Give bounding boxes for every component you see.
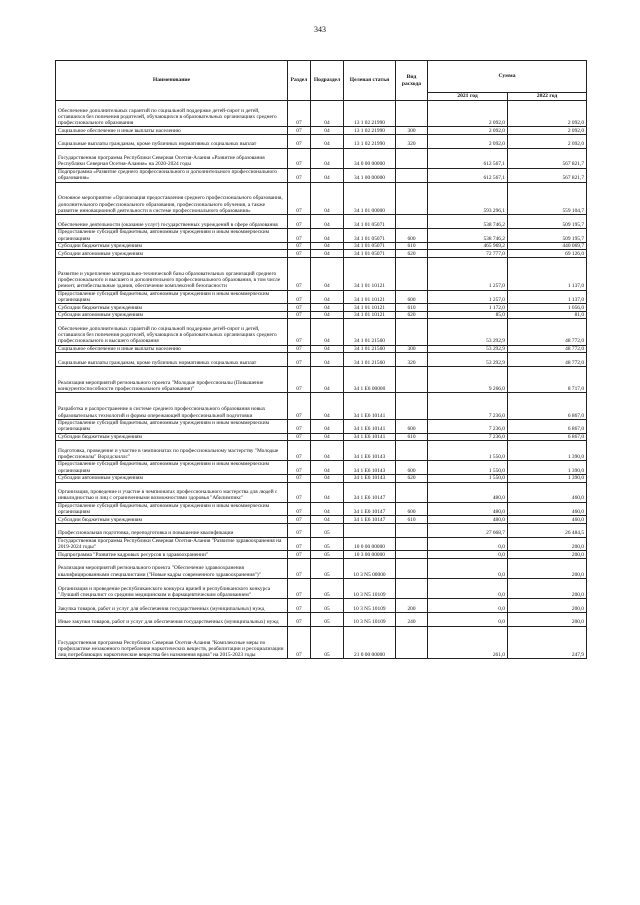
cell-section: 07 [288, 229, 311, 243]
cell-target: 21 0 00 00000 [344, 626, 396, 659]
cell-sum-2021: 7 236,0 [428, 419, 508, 433]
cell-sum-2022: 567 821,7 [508, 148, 587, 168]
cell-name: Социальное обеспечение и иные выплаты населению [56, 345, 288, 353]
cell-sum-2021: 72 777,0 [428, 250, 508, 258]
cell-section: 07 [288, 551, 311, 559]
header-section: Раздел [288, 61, 311, 101]
cell-target: 34 1 01 05071 [344, 242, 396, 250]
cell-expense-type: 600 [396, 502, 428, 516]
cell-subsection: 04 [311, 353, 344, 367]
budget-table [55, 60, 587, 659]
cell-name: Обеспечение дополнительных гарантий по социальной поддержке детей-сирот и детей, оставшихся без попечения родителей, обучающихся в образовательных организациях среднего профессионального и высшего образования [56, 319, 288, 345]
cell-section: 07 [288, 257, 311, 290]
cell-name: Основное мероприятие «Организация предоставления среднего профессионального образования, дополнительного профессионального образования, профессионального обучения, а также развитие инновационной деятельности в системе профессионального образования» [56, 182, 288, 215]
cell-expense-type: 610 [396, 304, 428, 312]
cell-sum-2022: 559 104,7 [508, 182, 587, 215]
cell-target: 34 1 01 05071 [344, 250, 396, 258]
cell-sum-2021: 53 292,9 [428, 353, 508, 367]
cell-sum-2021: 1 550,0 [428, 441, 508, 461]
cell-sum-2022: 8 717,0 [508, 367, 587, 393]
cell-sum-2022: 26 484,5 [508, 523, 587, 537]
cell-sum-2022: 1 390,0 [508, 475, 587, 483]
cell-sum-2022: 509 195,7 [508, 215, 587, 229]
cell-subsection: 04 [311, 482, 344, 502]
table-row [56, 461, 587, 475]
cell-section: 07 [288, 475, 311, 483]
cell-name: Субсидии автономным учреждениям [56, 475, 288, 483]
cell-sum-2021: 480,0 [428, 516, 508, 524]
cell-expense-type [396, 148, 428, 168]
table-row [56, 612, 587, 626]
cell-target: 10 3 N5 10109 [344, 579, 396, 599]
header-year-2021: 2021 год [428, 93, 508, 101]
cell-name: Социальные выплаты гражданам, кроме публичных нормативных социальных выплат [56, 134, 288, 148]
cell-sum-2021: 9 266,0 [428, 367, 508, 393]
cell-target [344, 523, 396, 537]
cell-name: Развитие и укрепление материально-технической базы образовательных организаций среднего профессионального и высшего и дополнительного профессионального образования, в том числе ремонт, антибеспыльные здания, обеспечение комплексной безопасности [56, 257, 288, 290]
cell-name: Профессиональная подготовка, переподготовка и повышение квалификации [56, 523, 288, 537]
cell-name: Субсидии бюджетным учреждениям [56, 304, 288, 312]
cell-sum-2021: 261,0 [428, 626, 508, 659]
cell-sum-2022: 1 137,0 [508, 290, 587, 304]
table-row [56, 319, 587, 345]
cell-name: Государственная программа Республики Северная Осетия-Алания «Развитие образования Республики Северная Осетия-Алания» на 2020-2024 годы [56, 148, 288, 168]
cell-target: 10 3 N5 10109 [344, 599, 396, 613]
cell-name: Закупка товаров, работ и услуг для обеспечения государственных (муниципальных) нужд [56, 599, 288, 613]
cell-expense-type [396, 319, 428, 345]
cell-expense-type [396, 168, 428, 182]
cell-expense-type: 320 [396, 353, 428, 367]
page-number: 343 [314, 25, 326, 34]
cell-section: 07 [288, 482, 311, 502]
cell-sum-2021: 53 292,9 [428, 345, 508, 353]
cell-subsection: 04 [311, 319, 344, 345]
cell-name: Предоставление субсидий бюджетным, автономным учреждениям и иным некоммерческим организациям [56, 290, 288, 304]
cell-target: 34 1 01 00000 [344, 182, 396, 215]
cell-sum-2022: 6 867,0 [508, 419, 587, 433]
cell-sum-2021: 593 296,1 [428, 182, 508, 215]
cell-name: Субсидии автономным учреждениям [56, 311, 288, 319]
cell-sum-2022: 48 772,0 [508, 319, 587, 345]
cell-sum-2021: 612 567,1 [428, 148, 508, 168]
cell-section: 07 [288, 182, 311, 215]
cell-sum-2022: 567 821,7 [508, 168, 587, 182]
table-row [56, 367, 587, 393]
cell-sum-2022: 1 390,0 [508, 461, 587, 475]
cell-sum-2022: 6 867,0 [508, 433, 587, 441]
cell-subsection: 04 [311, 127, 344, 135]
cell-sum-2022: 48 772,0 [508, 345, 587, 353]
table-row [56, 311, 587, 319]
cell-section: 07 [288, 516, 311, 524]
cell-subsection: 04 [311, 101, 344, 127]
table-row [56, 537, 587, 551]
cell-target: 34 0 00 00000 [344, 148, 396, 168]
cell-expense-type: 610 [396, 242, 428, 250]
cell-subsection: 05 [311, 523, 344, 537]
table-row [56, 441, 587, 461]
cell-sum-2021: 1 550,0 [428, 461, 508, 475]
cell-sum-2021: 465 969,2 [428, 242, 508, 250]
table-row [56, 551, 587, 559]
table-row [56, 558, 587, 578]
cell-subsection: 04 [311, 419, 344, 433]
table-row [56, 353, 587, 367]
table-row [56, 433, 587, 441]
cell-sum-2021: 2 092,0 [428, 101, 508, 127]
cell-section: 07 [288, 134, 311, 148]
cell-sum-2021: 538 746,2 [428, 229, 508, 243]
table-row [56, 242, 587, 250]
cell-target: 34 1 01 10121 [344, 290, 396, 304]
cell-sum-2021: 0,0 [428, 579, 508, 599]
cell-sum-2021: 0,0 [428, 599, 508, 613]
cell-subsection: 05 [311, 612, 344, 626]
cell-name: Реализация мероприятий регионального проекта "Молодые профессионалы (Повышение конкурентоспособности профессионального образования)" [56, 367, 288, 393]
cell-target: 34 1 E6 10143 [344, 461, 396, 475]
cell-name: Предоставление субсидий бюджетным, автономным учреждениям и иным некоммерческим организациям [56, 419, 288, 433]
cell-section: 07 [288, 523, 311, 537]
cell-section: 07 [288, 250, 311, 258]
cell-expense-type [396, 367, 428, 393]
cell-name: Субсидии бюджетным учреждениям [56, 516, 288, 524]
cell-sum-2021: 538 746,2 [428, 215, 508, 229]
cell-target: 34 1 01 05071 [344, 215, 396, 229]
table-row [56, 250, 587, 258]
cell-sum-2022: 200,0 [508, 579, 587, 599]
cell-name: Государственная программа Республики Северная Осетия-Алания "Комплексные меры по профилактике незаконного потребления наркотических веществ, реабилитации и ресоциализации лиц потребляющих наркотические вещества без назначения врача" на 2015-2023 годы [56, 626, 288, 659]
cell-subsection: 04 [311, 304, 344, 312]
cell-sum-2022: 509 195,7 [508, 229, 587, 243]
cell-section: 07 [288, 353, 311, 367]
cell-section: 07 [288, 311, 311, 319]
cell-subsection: 05 [311, 551, 344, 559]
cell-target: 34 1 01 10121 [344, 311, 396, 319]
header-name: Наименование [56, 61, 288, 101]
cell-sum-2021: 85,0 [428, 311, 508, 319]
cell-expense-type [396, 579, 428, 599]
cell-sum-2022: 6 867,0 [508, 393, 587, 419]
cell-sum-2022: 200,0 [508, 612, 587, 626]
cell-name: Социальное обеспечение и иные выплаты населению [56, 127, 288, 135]
table-row [56, 523, 587, 537]
cell-name: Разработка и распространение в системе среднего профессионального образования новых образовательных технологий и формы опережающей профессиональной подготовки [56, 393, 288, 419]
cell-expense-type: 620 [396, 475, 428, 483]
cell-target: 34 1 E6 10141 [344, 393, 396, 419]
cell-name: Обеспечение деятельности (оказание услуг) государственных учреждений в сфере образования [56, 215, 288, 229]
cell-section: 07 [288, 558, 311, 578]
cell-target: 34 1 E6 10143 [344, 441, 396, 461]
cell-section: 07 [288, 215, 311, 229]
cell-sum-2021: 480,0 [428, 482, 508, 502]
cell-subsection: 04 [311, 475, 344, 483]
cell-target: 34 1 01 10121 [344, 257, 396, 290]
cell-target: 34 1 E6 10141 [344, 419, 396, 433]
cell-target: 34 1 E6 10147 [344, 516, 396, 524]
cell-section: 07 [288, 579, 311, 599]
cell-section: 07 [288, 433, 311, 441]
cell-subsection: 04 [311, 433, 344, 441]
cell-expense-type [396, 101, 428, 127]
table-row [56, 134, 587, 148]
cell-expense-type: 620 [396, 311, 428, 319]
cell-section: 07 [288, 101, 311, 127]
cell-name: Социальные выплаты гражданам, кроме публичных нормативных социальных выплат [56, 353, 288, 367]
cell-subsection: 04 [311, 242, 344, 250]
cell-subsection: 04 [311, 257, 344, 290]
cell-sum-2022: 200,0 [508, 537, 587, 551]
table-row [56, 182, 587, 215]
cell-expense-type: 600 [396, 290, 428, 304]
cell-target: 34 1 E6 00000 [344, 367, 396, 393]
cell-target: 34 1 E6 10147 [344, 502, 396, 516]
cell-subsection: 05 [311, 579, 344, 599]
cell-section: 07 [288, 345, 311, 353]
cell-section: 07 [288, 599, 311, 613]
cell-sum-2022: 69 126,0 [508, 250, 587, 258]
header-expense-type: Вид расхода [396, 61, 428, 101]
cell-sum-2022: 200,0 [508, 558, 587, 578]
table-row [56, 215, 587, 229]
header-subsection: Подраздел [311, 61, 344, 101]
table-row [56, 516, 587, 524]
cell-target: 10 3 N5 00000 [344, 558, 396, 578]
cell-subsection: 04 [311, 168, 344, 182]
cell-target: 13 1 02 21990 [344, 134, 396, 148]
cell-section: 07 [288, 168, 311, 182]
cell-expense-type: 600 [396, 419, 428, 433]
cell-section: 07 [288, 304, 311, 312]
cell-section: 07 [288, 626, 311, 659]
cell-sum-2022: 247,9 [508, 626, 587, 659]
header-sum: Сумма [428, 61, 587, 93]
header-target: Целевая статья [344, 61, 396, 101]
cell-name: Организация и проведение республиканского конкурса врачей и республиканского конкурса "Лучший специалист со средним медицинским и фармацевтическим образованием" [56, 579, 288, 599]
cell-name: Реализация мероприятий регионального проекта "Обеспечение здравоохранения квалифицированными специалистами ("Новые кадры современного здравоохранения")" [56, 558, 288, 578]
cell-sum-2022: 460,0 [508, 482, 587, 502]
cell-subsection: 04 [311, 367, 344, 393]
cell-expense-type: 600 [396, 461, 428, 475]
cell-section: 07 [288, 502, 311, 516]
cell-expense-type: 320 [396, 134, 428, 148]
cell-expense-type [396, 182, 428, 215]
cell-section: 07 [288, 290, 311, 304]
cell-name: Организация, проведение и участие в чемпионатах профессионального мастерства для людей с инвалидностью и лиц с ограниченными возможностями здоровья "Абилимпикс" [56, 482, 288, 502]
cell-sum-2021: 7 236,0 [428, 393, 508, 419]
table-row [56, 345, 587, 353]
cell-target: 13 1 02 21990 [344, 127, 396, 135]
cell-sum-2022: 81,0 [508, 311, 587, 319]
cell-name: Подпрограмма «Развитие среднего профессионального и дополнительного профессионального образования» [56, 168, 288, 182]
cell-subsection: 04 [311, 148, 344, 168]
cell-subsection: 05 [311, 537, 344, 551]
table-row [56, 579, 587, 599]
cell-expense-type [396, 523, 428, 537]
table-row [56, 148, 587, 168]
cell-section: 07 [288, 148, 311, 168]
cell-section: 07 [288, 127, 311, 135]
cell-subsection: 04 [311, 229, 344, 243]
cell-expense-type [396, 537, 428, 551]
cell-subsection: 05 [311, 599, 344, 613]
cell-sum-2022: 200,0 [508, 551, 587, 559]
cell-expense-type: 610 [396, 516, 428, 524]
cell-section: 07 [288, 367, 311, 393]
cell-expense-type [396, 215, 428, 229]
cell-target: 10 0 00 00000 [344, 537, 396, 551]
cell-sum-2021: 0,0 [428, 551, 508, 559]
cell-section: 07 [288, 393, 311, 419]
cell-sum-2021: 612 567,1 [428, 168, 508, 182]
cell-expense-type: 300 [396, 127, 428, 135]
table-row [56, 475, 587, 483]
table-body [56, 101, 587, 659]
cell-section: 07 [288, 319, 311, 345]
cell-target: 34 1 01 21560 [344, 319, 396, 345]
table-row [56, 101, 587, 127]
cell-subsection: 04 [311, 502, 344, 516]
cell-expense-type: 620 [396, 250, 428, 258]
cell-sum-2022: 460,0 [508, 502, 587, 516]
cell-expense-type: 300 [396, 345, 428, 353]
header-year-2022: 2022 год [508, 93, 587, 101]
cell-sum-2021: 0,0 [428, 537, 508, 551]
table-row [56, 393, 587, 419]
cell-sum-2022: 1 137,0 [508, 257, 587, 290]
cell-target: 10 3 00 00000 [344, 551, 396, 559]
cell-expense-type [396, 257, 428, 290]
table-row [56, 168, 587, 182]
cell-subsection: 05 [311, 626, 344, 659]
cell-expense-type [396, 558, 428, 578]
table-row [56, 599, 587, 613]
cell-expense-type [396, 393, 428, 419]
cell-name: Подготовка, проведение и участие в чемпионатах по профессиональному мастерству "Молодые профессионалы" Ворлдскиллс" [56, 441, 288, 461]
cell-subsection: 04 [311, 461, 344, 475]
cell-subsection: 04 [311, 393, 344, 419]
cell-section: 07 [288, 242, 311, 250]
cell-sum-2022: 2 092,0 [508, 127, 587, 135]
table-row [56, 482, 587, 502]
cell-name: Субсидии бюджетным учреждениям [56, 433, 288, 441]
cell-expense-type: 610 [396, 433, 428, 441]
cell-target: 34 1 01 05071 [344, 229, 396, 243]
cell-target: 13 1 02 21990 [344, 101, 396, 127]
cell-sum-2021: 7 236,0 [428, 433, 508, 441]
cell-subsection: 04 [311, 311, 344, 319]
cell-sum-2021: 0,0 [428, 558, 508, 578]
cell-target: 34 1 00 00000 [344, 168, 396, 182]
cell-sum-2022: 2 092,0 [508, 134, 587, 148]
cell-name: Субсидии автономным учреждениям [56, 250, 288, 258]
cell-expense-type: 200 [396, 599, 428, 613]
cell-expense-type [396, 482, 428, 502]
table-row [56, 257, 587, 290]
cell-subsection: 04 [311, 516, 344, 524]
cell-section: 07 [288, 612, 311, 626]
cell-sum-2022: 48 772,0 [508, 353, 587, 367]
cell-sum-2022: 1 390,0 [508, 441, 587, 461]
table-row [56, 127, 587, 135]
cell-sum-2021: 0,0 [428, 612, 508, 626]
table-row [56, 304, 587, 312]
cell-subsection: 05 [311, 558, 344, 578]
cell-sum-2021: 1 257,0 [428, 290, 508, 304]
table-row [56, 419, 587, 433]
cell-sum-2021: 1 257,0 [428, 257, 508, 290]
cell-name: Предоставление субсидий бюджетным, автономным учреждениям и иным некоммерческим организациям [56, 502, 288, 516]
cell-target: 10 3 N5 10109 [344, 612, 396, 626]
table-row [56, 290, 587, 304]
cell-subsection: 04 [311, 182, 344, 215]
cell-expense-type: 240 [396, 612, 428, 626]
cell-sum-2022: 2 092,0 [508, 101, 587, 127]
cell-target: 34 1 E6 10141 [344, 433, 396, 441]
cell-subsection: 04 [311, 250, 344, 258]
cell-subsection: 04 [311, 290, 344, 304]
cell-sum-2021: 1 172,0 [428, 304, 508, 312]
cell-subsection: 04 [311, 215, 344, 229]
cell-expense-type [396, 551, 428, 559]
cell-target: 34 1 E6 10143 [344, 475, 396, 483]
cell-name: Субсидии бюджетным учреждениям [56, 242, 288, 250]
table-row [56, 502, 587, 516]
cell-name: Предоставление субсидий бюджетным, автономным учреждениям и иным некоммерческим организациям [56, 461, 288, 475]
cell-sum-2022: 200,0 [508, 599, 587, 613]
cell-sum-2022: 1 056,0 [508, 304, 587, 312]
cell-target: 34 1 E6 10147 [344, 482, 396, 502]
cell-sum-2022: 460,0 [508, 516, 587, 524]
cell-name: Подпрограмма "Развитие кадровых ресурсов в здравоохранении" [56, 551, 288, 559]
cell-expense-type: 600 [396, 229, 428, 243]
table-row [56, 626, 587, 659]
cell-sum-2021: 53 292,9 [428, 319, 508, 345]
cell-target: 34 1 01 21560 [344, 345, 396, 353]
cell-section: 07 [288, 419, 311, 433]
cell-section: 07 [288, 537, 311, 551]
cell-name: Предоставление субсидий бюджетным, автономным учреждениям и иным некоммерческим организациям [56, 229, 288, 243]
cell-subsection: 04 [311, 441, 344, 461]
cell-section: 07 [288, 461, 311, 475]
cell-sum-2021: 480,0 [428, 502, 508, 516]
cell-sum-2022: 440 069,7 [508, 242, 587, 250]
cell-target: 34 1 01 10121 [344, 304, 396, 312]
cell-name: Иные закупки товаров, работ и услуг для обеспечения государственных (муниципальных) нужд [56, 612, 288, 626]
cell-name: Государственная программа Республики Северная Осетия-Алания "Развитие здравоохранения на 2019-2024 годы" [56, 537, 288, 551]
cell-expense-type [396, 626, 428, 659]
cell-sum-2021: 27 668,7 [428, 523, 508, 537]
cell-sum-2021: 1 550,0 [428, 475, 508, 483]
cell-sum-2021: 2 092,0 [428, 127, 508, 135]
cell-section: 07 [288, 441, 311, 461]
cell-name: Обеспечение дополнительных гарантий по социальной поддержке детей-сирот и детей, оставшихся без попечения родителей, обучающихся в образовательных организациях среднего профессионального образования [56, 101, 288, 127]
table-row [56, 229, 587, 243]
cell-sum-2021: 2 092,0 [428, 134, 508, 148]
cell-target: 34 1 01 21560 [344, 353, 396, 367]
cell-expense-type [396, 441, 428, 461]
cell-subsection: 04 [311, 345, 344, 353]
cell-subsection: 04 [311, 134, 344, 148]
